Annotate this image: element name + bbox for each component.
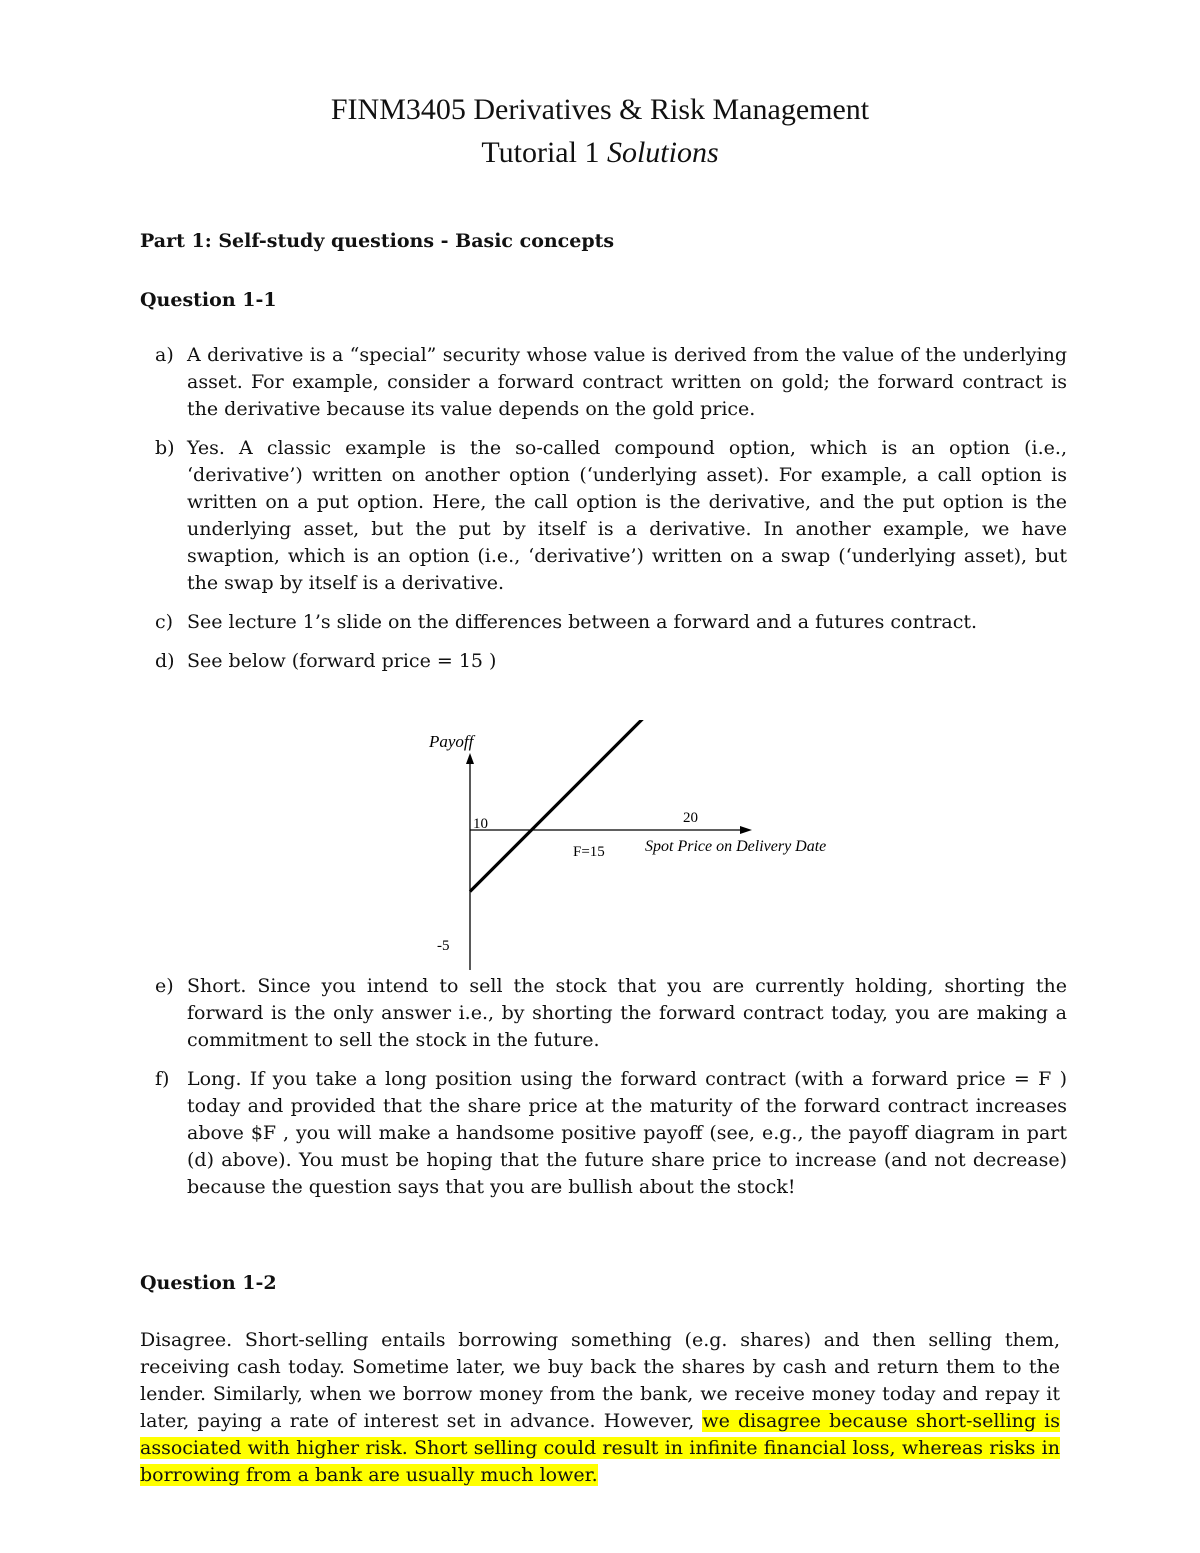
- answer-text: Yes. A classic example is the so-called compound option, which is an option (i.e., ‘derivative’) written on another option (‘underlying asset). For example, a call option is written on a put option. Here, the call option is the derivative, and the put option is the underlying asset, but the put by itself is a derivative. In another example, we have swaption, which is an option (i.e., ‘derivative’) written on a swap (‘underlying asset), but the swap by itself is a derivative.: [187, 437, 1067, 594]
- document-subtitle: [0, 133, 1200, 173]
- x-axis-arrow: [740, 826, 752, 834]
- answer-a: [155, 342, 1067, 423]
- answer-label: f): [155, 1068, 170, 1090]
- question-1-2-answer: [140, 1327, 1060, 1489]
- document-title: FINM3405 Derivatives & Risk Management: [330, 93, 870, 126]
- answer-label: a): [155, 344, 174, 366]
- answer-text: See lecture 1’s slide on the differences between a forward and a futures contract.: [187, 611, 978, 633]
- answer-label: e): [155, 975, 174, 997]
- answer-c: [155, 609, 1067, 636]
- answer-e: [155, 973, 1067, 1054]
- highlighted-text: we disagree because short-selling is associated with higher risk. Short selling could result in infinite financial loss, whereas risks in borrowing from a bank are usually much lower.: [140, 1410, 1061, 1486]
- answer-label: d): [155, 650, 175, 672]
- answer-text: See below (forward price = 15 ): [187, 650, 497, 672]
- answer-b: [155, 435, 1067, 597]
- answer-text: Long. If you take a long position using the forward contract (with a forward price = F ) today and provided that the share price at the maturity of the forward contract increases above $F , you will make a handsome positive payoff (see, e.g., the payoff diagram in part (d) above). You must be hoping that the future share price to increase (and not decrease) because the question says that you are bullish about the stock!: [187, 1068, 1067, 1198]
- x-axis-label: Spot Price on Delivery Date: [645, 838, 827, 855]
- answer-label: b): [155, 437, 175, 459]
- label-neg5: -5: [437, 938, 450, 954]
- payoff-diagram: [400, 720, 880, 980]
- answer-label: c): [155, 611, 174, 633]
- part1-heading: Part 1: Self-study questions - Basic concepts: [140, 230, 615, 252]
- subtitle-italic: Solutions: [606, 136, 719, 169]
- question-1-2-heading: Question 1-2: [140, 1272, 277, 1294]
- question-1-1-heading: Question 1-1: [140, 289, 277, 311]
- answer-f: [155, 1066, 1067, 1201]
- y-axis-arrow: [466, 753, 474, 764]
- label-forward-price: F=15: [573, 844, 605, 860]
- y-axis-label: Payoff: [429, 732, 474, 751]
- subtitle-prefix: Tutorial 1: [481, 136, 600, 169]
- answer-plain-text: Disagree. Short-selling entails borrowing something (e.g. shares) and then selling them, receiving cash today. Sometime later, we buy back the shares by cash and return them to the lender. Similarly, when we borrow money from the bank, we receive money today and repay it later, paying a rate of interest set in advance. However,: [140, 1329, 1060, 1432]
- payoff-line: [470, 720, 655, 892]
- answer-text: A derivative is a “special” security whose value is derived from the value of the underlying asset. For example, consider a forward contract written on gold; the forward contract is the derivative because its value depends on the gold price.: [187, 344, 1067, 420]
- label-10: 10: [473, 816, 488, 832]
- label-20: 20: [683, 810, 698, 826]
- answer-text: Short. Since you intend to sell the stock that you are currently holding, shorting the forward is the only answer i.e., by shorting the forward contract today, you are making a commitment to sell the stock in the future.: [187, 975, 1067, 1051]
- answer-d: [155, 648, 1067, 675]
